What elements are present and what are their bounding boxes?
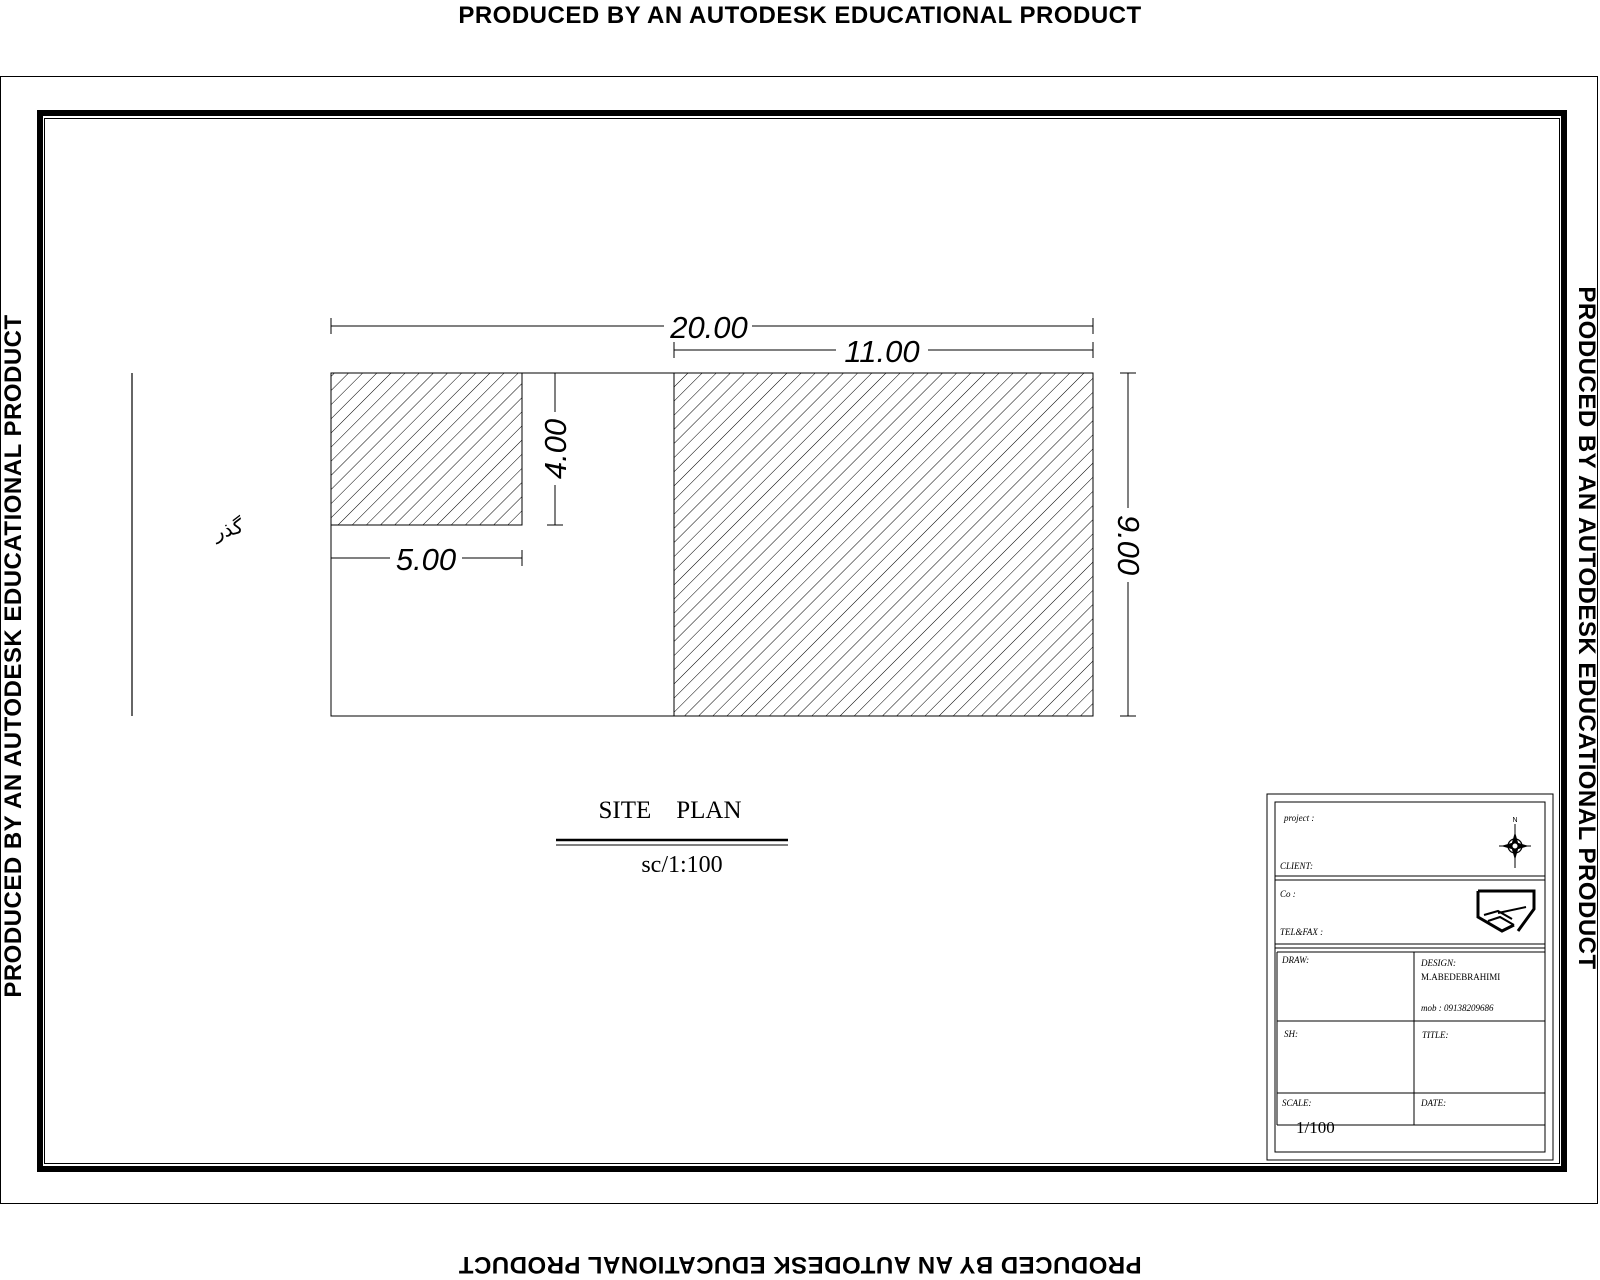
tb-design-label: DESIGN: — [1421, 958, 1456, 968]
tb-mob: mob : 09138209686 — [1421, 1003, 1494, 1013]
building-small-hatched — [331, 373, 522, 525]
dimension-right-width-label: 11.00 — [844, 334, 920, 369]
tb-project-label: project : — [1284, 813, 1315, 823]
watermark-bottom: PRODUCED BY AN AUTODESK EDUCATIONAL PRODUCT — [458, 1251, 1142, 1278]
dimension-total-depth — [1111, 373, 1146, 716]
building-large-hatched — [674, 373, 1093, 716]
dimension-total-width — [331, 310, 1093, 345]
tb-design-name: M.ABEDEBRAHIMI — [1421, 972, 1501, 982]
tb-title-label: TITLE: — [1422, 1030, 1449, 1040]
tb-sh-label: SH: — [1284, 1029, 1298, 1039]
dimension-small-depth-label: 4.00 — [538, 418, 573, 480]
dimension-total-width-label: 20.00 — [670, 310, 748, 345]
tb-co-label: Co : — [1280, 889, 1296, 899]
title-block — [1267, 794, 1553, 1160]
tb-scale-value: 1/100 — [1296, 1118, 1335, 1137]
watermark-top: PRODUCED BY AN AUTODESK EDUCATIONAL PRODUCT — [458, 2, 1142, 29]
tb-draw-label: DRAW: — [1282, 955, 1310, 965]
tb-date-label: DATE: — [1421, 1098, 1447, 1108]
dimension-small-depth — [538, 373, 573, 525]
watermark-right: PRODUCED BY AN AUTODESK EDUCATIONAL PRODUCT — [1573, 286, 1600, 970]
architect-logo-icon — [1478, 891, 1534, 931]
watermark-left: PRODUCED BY AN AUTODESK EDUCATIONAL PRODUCT — [0, 314, 27, 998]
dimension-small-width-label: 5.00 — [395, 542, 457, 577]
tb-telfax-label: TEL&FAX : — [1280, 927, 1324, 937]
dimension-total-depth-label: 9.00 — [1111, 514, 1146, 576]
svg-text:N: N — [1512, 817, 1518, 824]
road-label: گذر — [210, 513, 246, 545]
dimension-small-width — [331, 542, 522, 577]
tb-scale-label: SCALE: — [1282, 1098, 1312, 1108]
site-plan-scale: sc/1:100 — [641, 852, 723, 878]
north-arrow-compass-icon — [1499, 817, 1531, 868]
tb-client-label: CLIENT: — [1280, 861, 1314, 871]
site-plan-title: SITE PLAN — [598, 797, 742, 824]
